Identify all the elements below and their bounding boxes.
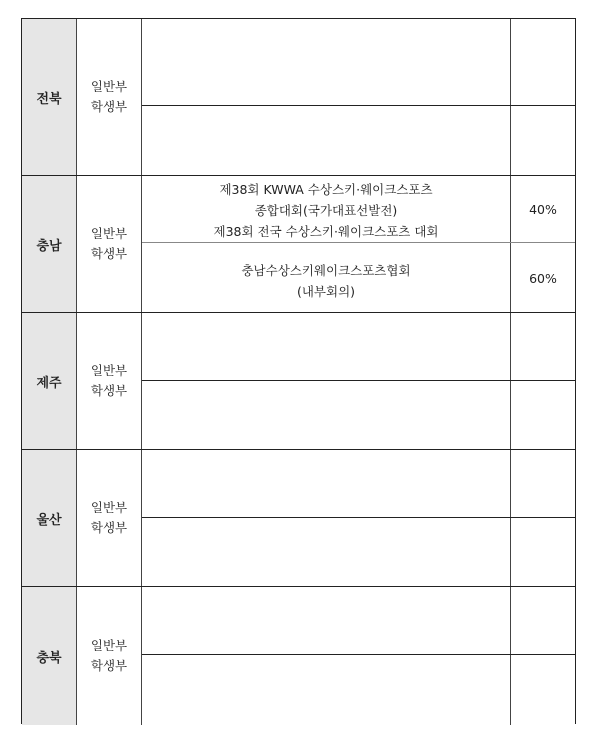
ratio-cell bbox=[511, 450, 575, 586]
event-description bbox=[142, 179, 510, 242]
division-label: 일반부 bbox=[90, 363, 128, 378]
selection-criteria-table bbox=[21, 18, 576, 724]
region-cell: 울산 bbox=[22, 450, 77, 586]
event-cell bbox=[142, 587, 511, 725]
division-label: 학생부 bbox=[90, 246, 128, 261]
ratio-value: 60% bbox=[529, 271, 557, 286]
division-label: 학생부 bbox=[90, 383, 128, 398]
table-row bbox=[22, 19, 575, 176]
region-cell: 전북 bbox=[22, 19, 77, 175]
ratio-cell bbox=[511, 587, 575, 725]
event-line: 종합대회(국가대표선발전) bbox=[254, 203, 398, 218]
event-cell bbox=[142, 176, 511, 312]
event-description bbox=[142, 260, 510, 302]
row-divider bbox=[142, 654, 575, 655]
division-cell bbox=[77, 450, 142, 586]
division-label: 학생부 bbox=[90, 99, 128, 114]
ratio-value: 40% bbox=[529, 202, 557, 217]
division-label: 학생부 bbox=[90, 658, 128, 673]
ratio-cell bbox=[511, 313, 575, 449]
table-row bbox=[22, 313, 575, 450]
division-label: 일반부 bbox=[90, 500, 128, 515]
division-label: 학생부 bbox=[90, 520, 128, 535]
ratio-cell bbox=[511, 176, 575, 312]
row-divider bbox=[142, 517, 575, 518]
division-label: 일반부 bbox=[90, 638, 128, 653]
region-cell: 충남 bbox=[22, 176, 77, 312]
row-divider bbox=[142, 380, 575, 381]
division-cell bbox=[77, 313, 142, 449]
row-divider bbox=[142, 242, 575, 243]
event-line: 충남수상스키웨이크스포츠협회 bbox=[241, 263, 411, 278]
event-cell bbox=[142, 450, 511, 586]
ratio-cell bbox=[511, 19, 575, 175]
table-row bbox=[22, 176, 575, 313]
table-row bbox=[22, 587, 575, 725]
region-cell: 충북 bbox=[22, 587, 77, 725]
row-divider bbox=[142, 105, 575, 106]
event-line: 제38회 KWWA 수상스키·웨이크스포츠 bbox=[219, 182, 433, 197]
division-label: 일반부 bbox=[90, 226, 128, 241]
division-cell bbox=[77, 587, 142, 725]
event-cell bbox=[142, 19, 511, 175]
event-line: (내부회의) bbox=[296, 284, 356, 299]
region-cell: 제주 bbox=[22, 313, 77, 449]
division-cell bbox=[77, 19, 142, 175]
division-cell bbox=[77, 176, 142, 312]
event-line: 제38회 전국 수상스키·웨이크스포츠 대회 bbox=[213, 224, 439, 239]
table-row bbox=[22, 450, 575, 587]
division-label: 일반부 bbox=[90, 79, 128, 94]
event-cell bbox=[142, 313, 511, 449]
